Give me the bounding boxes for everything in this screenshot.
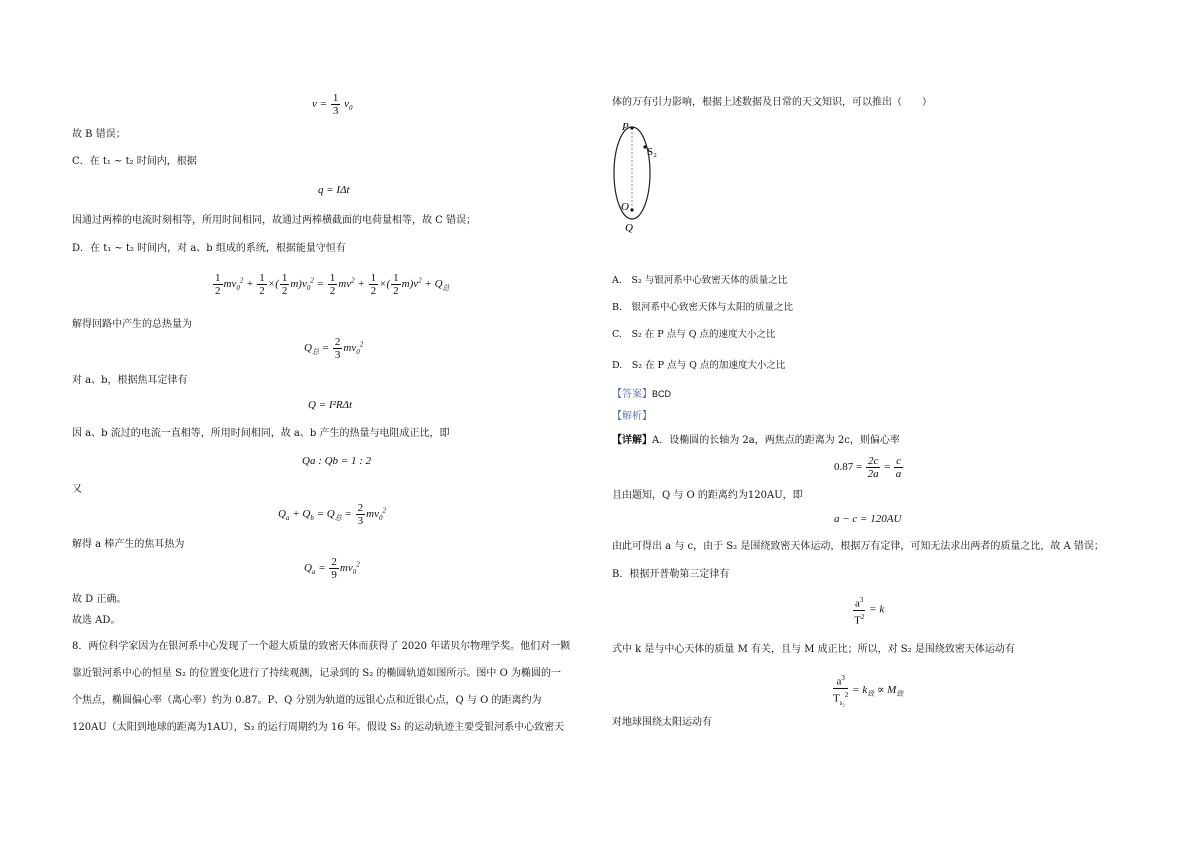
label-s2: S₂ <box>647 146 657 158</box>
c-explanation-text: 因通过两棒的电流时刻相等，所用时间相同，故通过两棒横截面的电荷量相等，故 C 错误； <box>72 215 477 226</box>
qa-intro: 解得 a 棒产生的焦耳热为 <box>72 539 185 550</box>
again-text: 又 <box>72 484 82 495</box>
label-p: P <box>622 121 629 133</box>
choose-text: 故选 AD。 <box>72 615 121 626</box>
question-8-line-2: 靠近银河系中心的恒星 S₂ 的位置变化进行了持续观测，记录到的 S₂ 的椭圆轨道如图所示。图中 O 为椭圆的一 <box>72 668 561 679</box>
equation-joule: Q = I²RΔt <box>308 399 353 411</box>
ratio-intro: 因 a、b 流过的电流一直相等，所用时间相同，故 a、b 产生的热量与电阻成正比，即 <box>72 428 450 439</box>
equation-kepler-s2: $\frac{a^3}{T_{s_2}^2}$ = $k_致 \propto M_致$ <box>833 674 904 707</box>
detail-tag: 【详解】 <box>612 435 652 446</box>
eccentricity-lhs: 0.87 = <box>834 461 863 474</box>
option-b: B. 银河系中心致密天体与太阳的质量之比 <box>612 302 794 313</box>
d-intro-text: D．在 t₁ ~ t₂ 时间内，对 a、b 组成的系统，根据能量守恒有 <box>72 243 346 254</box>
detail-a-line <box>612 434 900 448</box>
equation-a-minus-c: a − c = 120AU <box>834 513 902 525</box>
b-wrong-text: 故 B 错误； <box>72 129 126 140</box>
d-correct-text: 故 D 正确。 <box>72 594 127 605</box>
q-total-intro: 解得回路中产生的总热量为 <box>72 319 192 330</box>
answer-tag: 【答案】 <box>612 389 652 400</box>
b-kepler-text: B．根据开普勒第三定律有 <box>612 569 730 580</box>
c-intro-text: C．在 t₁ ~ t₂ 时间内，根据 <box>72 156 197 167</box>
detail-a-text: A．设椭圆的长轴为 2a，两焦点的距离为 2c，则偏心率 <box>652 435 900 446</box>
equation-q: q = IΔt <box>318 184 350 196</box>
k-explanation-text: 式中 k 是与中心天体的质量 M 有关，且与 M 成正比；所以，对 S₂ 是围绕致密天体运动有 <box>612 644 1015 655</box>
equation-qa-qb: $Q_a + Q_b = Q_总$ = $\frac{2}{3}$ $mv_0^2$ <box>278 502 386 527</box>
analysis-tag: 【解析】 <box>612 411 652 422</box>
equation-ratio: Qa : Qb = 1 : 2 <box>302 455 372 467</box>
equation-v: v = $\frac{1}{3}$ $v_0$ <box>312 92 353 117</box>
equation-eccentricity: 0.87 = $\frac{2c}{2a}$ = $\frac{c}{a}$ <box>834 455 902 480</box>
equation-qa: $Q_a$ = $\frac{2}{9}$ $mv_0^2$ <box>304 556 360 581</box>
question-8-line-5: 体的万有引力影响，根据上述数据及日常的天文知识，可以推出（ ） <box>612 97 932 108</box>
given-text: 且由题知，Q 与 O 的距离约为120AU，即 <box>612 490 803 501</box>
option-a: A. S₂ 与银河系中心致密天体的质量之比 <box>612 275 788 286</box>
orbit-figure <box>612 118 672 236</box>
label-q: Q <box>625 222 633 234</box>
point-p <box>630 126 633 129</box>
question-8-line-4: 120AU（太阳到地球的距离为1AU），S₂ 的运行周期约为 16 年。假设 S₂ 的运动轨迹主要受银河系中心致密天 <box>72 722 565 733</box>
equation-energy: $\frac{1}{2}$ $mv_0^2$ + $\frac{1}{2}$ ×( $\frac{1}{2}$ $m)v_0^2$ = $\frac{1}{2}$ $mv^2$ + $\frac{1}{2}$ ×( $\frac{1}{2}$ $m)v^2 + Q_总$ <box>215 272 450 297</box>
equation-kepler: $\frac{a^3}{T^2}$ = k <box>854 596 885 627</box>
option-d: D. S₂ 在 P 点与 Q 点的加速度大小之比 <box>612 360 786 371</box>
answer-line <box>612 387 671 402</box>
question-8-line-1: 8．两位科学家因为在银河系中心发现了一个超大质量的致密天体而获得了 2020 年诺贝尔物理学奖。他们对一颗 <box>72 641 571 652</box>
earth-text: 对地球围绕太阳运动有 <box>612 717 712 728</box>
a-wrong-text: 由此可得出 a 与 c，由于 S₂ 是围绕致密天体运动，根据万有定律，可知无法求出两者的质量之比，故 A 错误； <box>612 541 1104 552</box>
point-o <box>630 208 633 211</box>
joule-intro: 对 a、b，根据焦耳定律有 <box>72 375 188 386</box>
option-c: C. S₂ 在 P 点与 Q 点的速度大小之比 <box>612 329 776 340</box>
answer-value: BCD <box>652 389 672 399</box>
label-o: O <box>621 201 629 213</box>
question-8-line-3: 个焦点，椭圆偏心率（离心率）约为 0.87。P、Q 分别为轨道的远银心点和近银心点，Q 与 O 的距离约为 <box>72 695 542 706</box>
equation-q-total: $Q_总$ = $\frac{2}{3}$ $mv_0^2$ <box>304 336 364 361</box>
